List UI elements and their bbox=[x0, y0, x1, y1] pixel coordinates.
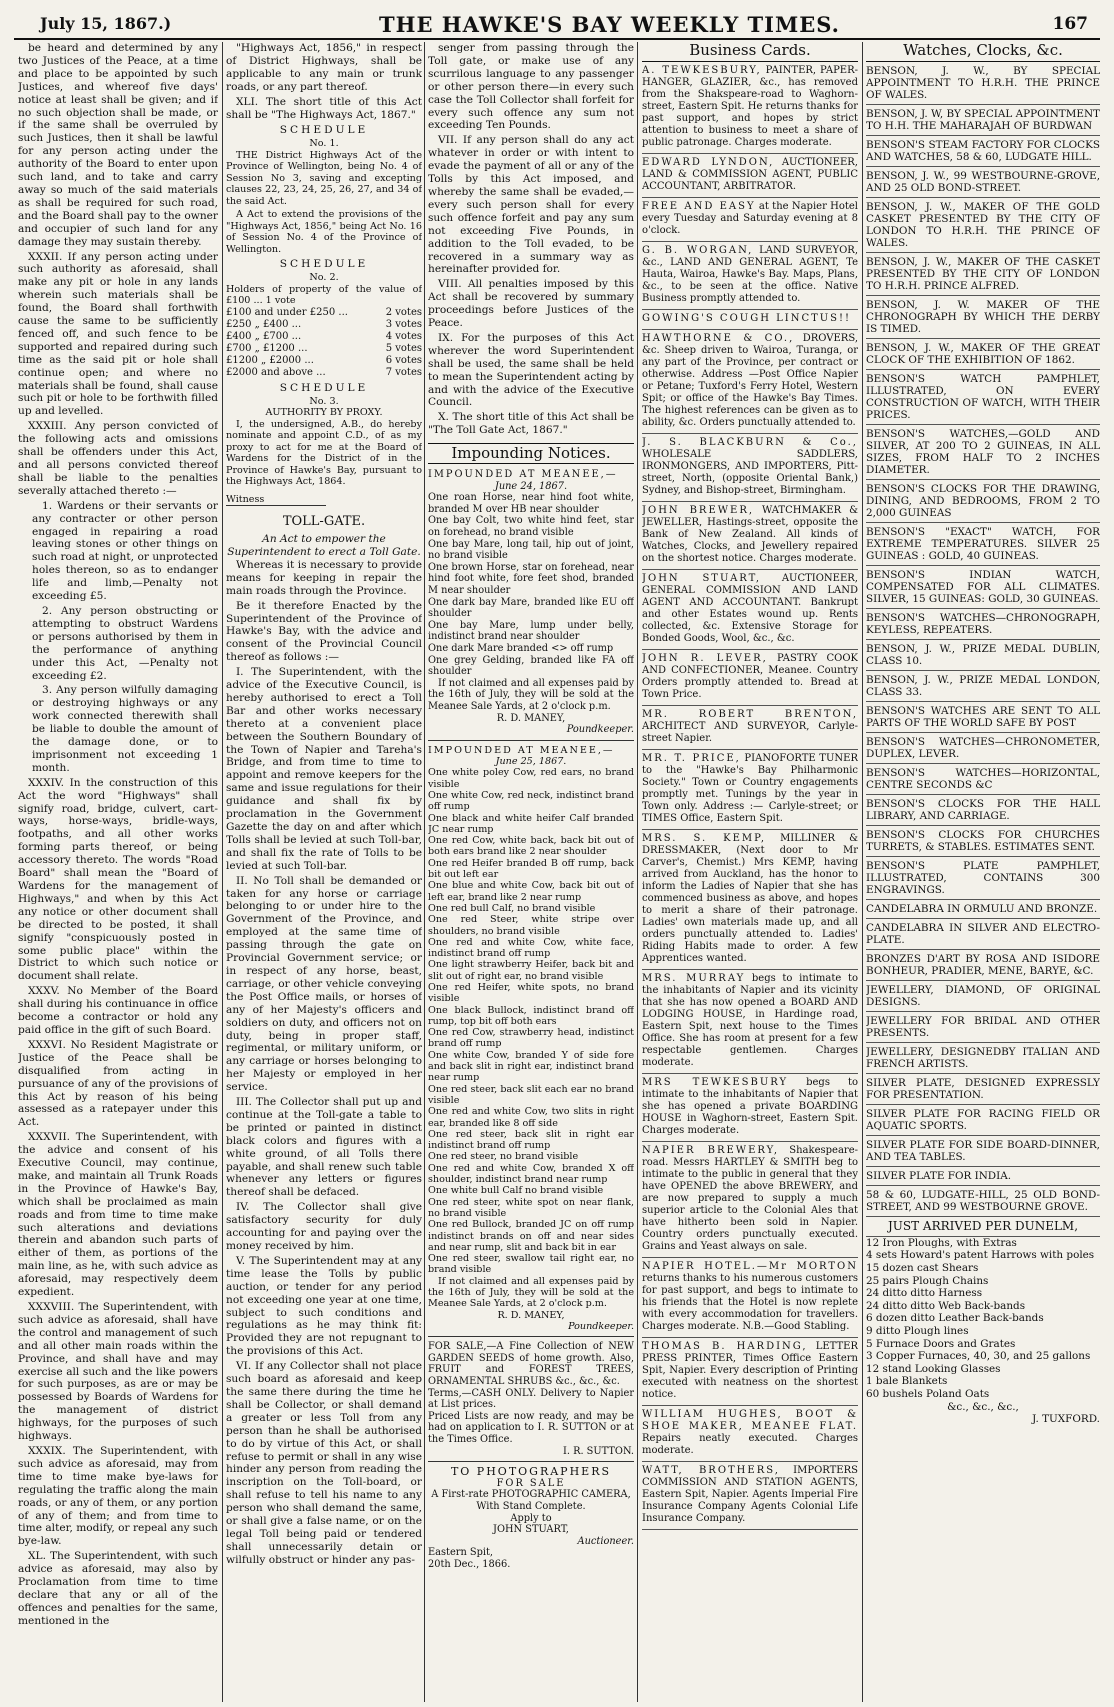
impound-notice bbox=[428, 745, 634, 1332]
page-number: 167 bbox=[1052, 14, 1088, 34]
ad-text: BENSON, J. W., PRIZE MEDAL DUBLIN, CLASS 10. bbox=[866, 642, 1100, 667]
goods-ad bbox=[866, 1074, 1100, 1105]
notice-title: IMPOUNDED AT MEANEE,— bbox=[428, 744, 615, 756]
benson-ad bbox=[866, 339, 1100, 370]
paragraph: IX. For the purposes of this Act wherever the word Superintendent shall be used, the same shall be held to mean the Superintendent acting by and with the advice of the Executive Council. bbox=[428, 331, 634, 409]
ad-text: BENSON, J. W., MAKER OF THE GOLD CASKET PRESENTED BY THE CITY OF LONDON TO H.R.H. THE PRINCE OF WALES. bbox=[866, 200, 1100, 249]
notice-role: Poundkeeper. bbox=[568, 1320, 634, 1332]
card-name: FREE AND EASY bbox=[642, 200, 756, 212]
ad-text: BENSON, J. W., PRIZE MEDAL LONDON, CLASS 33. bbox=[866, 673, 1100, 698]
notice-date: June 24, 1867. bbox=[494, 480, 568, 492]
notice-item: One roan Horse, near hind foot white, branded M over HB near shoulder bbox=[428, 492, 634, 515]
schedule-text: THE District Highways Act of the Province of Wellington, being No. 4 of Session No 3, saving and excepting clauses 22, 23, 24, 25, 26, 27, and 34 of the said Act. bbox=[226, 149, 422, 207]
votes-range: £1200 „ £2000 ... bbox=[226, 354, 314, 366]
column-rule bbox=[222, 42, 223, 1702]
notice-item: One light strawberry Heifer, back bit and slit out of right ear, no brand visible bbox=[428, 959, 634, 982]
goods-ad bbox=[866, 919, 1100, 950]
benson-ad bbox=[866, 566, 1100, 609]
goods-ad bbox=[866, 1105, 1100, 1136]
arrival-heading: JUST ARRIVED PER DUNELM, bbox=[866, 1217, 1100, 1237]
card-name: J. S. BLACKBURN & Co., bbox=[642, 436, 858, 448]
paragraph: XL. The Superintendent, with such advice as aforesaid, may also by Proclamation from time to time declare that any or all of the offences and penalties for the same, mentioned in the bbox=[18, 1550, 218, 1627]
card-text: WHOLESALE SADDLERS, IRONMONGERS, AND IMPORTERS, Pitt-street, North, (opposite Oriental Bank,) Sydney, and Bishop-street, Birmingham. bbox=[642, 448, 858, 496]
notice-item: One red Cow, white back, back bit out of both ears brand like 2 near shoulder bbox=[428, 835, 634, 858]
impound-notice bbox=[428, 469, 634, 736]
benson-ad bbox=[866, 198, 1100, 253]
card-name: GOWING'S COUGH LINCTUS!! bbox=[642, 312, 852, 324]
card-name: MRS. MURRAY bbox=[642, 972, 746, 984]
ad-text: BENSON, J. W., 99 WESTBOURNE-GROVE, AND 25 OLD BOND-STREET. bbox=[866, 169, 1100, 194]
ad-signature: I. R. SUTTON. bbox=[562, 1445, 634, 1457]
card-text: at the Napier Hotel every Tuesday and Saturday evening at 8 o'clock. bbox=[642, 200, 858, 236]
ad-text: BENSON, J. W., BY SPECIAL APPOINTMENT TO H.R.H. THE PRINCE OF WALES. bbox=[866, 64, 1100, 101]
business-card bbox=[642, 570, 858, 650]
notice-item: One red steer, white spot on near flank, no brand visible bbox=[428, 1196, 634, 1219]
business-card bbox=[642, 434, 858, 502]
column-watches-clocks bbox=[866, 42, 1100, 1702]
list-item: 9 ditto Plough lines bbox=[866, 1324, 969, 1337]
list-item: 60 bushels Poland Oats bbox=[866, 1387, 990, 1400]
column-highways-act bbox=[18, 42, 218, 1702]
notice-item: One red steer, swallow tail right ear, no brand visible bbox=[428, 1253, 634, 1276]
votes-range: £700 „ £1200 ... bbox=[226, 342, 308, 354]
business-card bbox=[642, 242, 858, 310]
benson-ad bbox=[866, 702, 1100, 733]
notice-item: One red and white Cow, branded X off shoulder, indistinct brand near rump bbox=[428, 1162, 634, 1186]
schedule-title: SCHEDULE bbox=[279, 381, 369, 394]
votes-heading: Holders of property of the value of £100 ... 1 vote bbox=[226, 283, 422, 307]
notice-signature: R. D. MANEY, bbox=[497, 1309, 565, 1321]
paragraph-whereas: Whereas it is necessary to provide means for keeping in repair the main roads through the Province. bbox=[226, 558, 422, 597]
votes-count: 7 votes bbox=[385, 366, 422, 378]
ad-text: 58 & 60, LUDGATE-HILL, 25 OLD BOND-STREET, AND 99 WESTBOURNE GROVE. bbox=[866, 1188, 1100, 1213]
list-item: 3 Copper Furnaces, 40, 30, and 25 gallons bbox=[866, 1350, 1091, 1363]
card-text: ARCHITECT AND SURVEYOR, Carlyle-street Napier. bbox=[642, 720, 858, 744]
card-text: DROVERS, &c. Sheep driven to Wairoa, Turanga, or any part of the Province, per contract or otherwise. Address —Post Office Napier or Petane; Tuxford's Ferry Hotel, Western Spit; or office of the Hawke's Bay Times. The highest references can be given as to ability, &c. Orders punctually attended to. bbox=[642, 332, 858, 428]
card-name: WILLIAM HUGHES, BOOT & SHOE MAKER, MEANEE FLAT. bbox=[642, 1408, 858, 1432]
ad-text: BENSON'S WATCHES,—GOLD AND SILVER, AT 200 TO 2 GUINEAS, IN ALL SIZES, FROM HALF TO 2 INCHES DIAMETER. bbox=[866, 427, 1100, 476]
notice-item: One brown Horse, star on forehead, near hind foot white, fore feet shod, branded M near shoulder bbox=[428, 561, 634, 597]
section-title: Business Cards. bbox=[642, 42, 858, 62]
notice-item: One red Bullock, branded JC on off rump indistinct brands on off and near sides and near rump, slit and back bit in ear bbox=[428, 1219, 634, 1253]
benson-ad bbox=[866, 609, 1100, 640]
business-card bbox=[642, 310, 858, 330]
card-text: begs to intimate to the inhabitants of Napier that she has opened a private BOARDING HOUSE in Waghorn-street, Eastern Spit. Charges moderate. bbox=[642, 1076, 858, 1136]
card-name: A. TEWKESBURY, bbox=[642, 64, 762, 76]
votes-count: 5 votes bbox=[385, 342, 422, 354]
ad-subheading: FOR SALE bbox=[496, 1477, 566, 1489]
goods-list bbox=[866, 1237, 1100, 1426]
ad-text: BRONZES D'ART BY ROSA AND ISIDORE BONHEUR, PRADIER, MENE, BARYE, &C. bbox=[866, 952, 1100, 977]
list-item: 6 dozen ditto Leather Back-bands bbox=[866, 1312, 1044, 1325]
business-card bbox=[642, 750, 858, 830]
ad-text: BENSON'S CLOCKS FOR CHURCHES TURRETS, & STABLES. ESTIMATES SENT. bbox=[866, 828, 1100, 853]
benson-ad bbox=[866, 857, 1100, 900]
card-name: NAPIER HOTEL.—Mr MORTON bbox=[642, 1260, 858, 1272]
card-text: WATCHMAKER & JEWELLER, Hastings-street, opposite the Bank of New Zealand. All kinds of Watches, Clocks, and Jewellery repaired on the shortest notice. Charges moderate. bbox=[642, 504, 858, 564]
goods-ad bbox=[866, 1043, 1100, 1074]
benson-ad bbox=[866, 253, 1100, 296]
list-item: 12 Iron Ploughs, with Extras bbox=[866, 1236, 1017, 1249]
notice-item: One white Cow, branded Y of side fore and back slit in right ear, indistinct brand near rump bbox=[428, 1049, 634, 1084]
card-text: AUCTIONEER, GENERAL COMMISSION AND LAND AGENT AND ACCOUNTANT. Bankrupt and other Estates wound up. Rents collected, &c. Extensive Storage for Bonded Goods, Wool, &c., &c. bbox=[642, 572, 858, 644]
notice-item: One red Heifer branded B off rump, back bit out left ear bbox=[428, 857, 634, 881]
card-name: JOHN R. LEVER, bbox=[642, 652, 768, 664]
notice-footer: If not claimed and all expenses paid by the 16th of July, they will be sold at the Meanee Sale Yards, at 2 o'clock p.m. bbox=[428, 677, 634, 712]
list-etc: &c., &c., &c., bbox=[947, 1400, 1019, 1413]
benson-ad bbox=[866, 136, 1100, 167]
paragraph-enacted: Be it therefore Enacted by the Superintendent of the Province of Hawke's Bay, with the advice and consent of the Provincial Council thereof as follows :— bbox=[226, 599, 422, 664]
card-name: EDWARD LYNDON, bbox=[642, 156, 775, 168]
business-card bbox=[642, 970, 858, 1074]
paragraph: III. The Collector shall put up and continue at the Toll-gate a table to be printed or painted in distinct black colors and figures with a white ground, of all Tolls there payable, and shall renew such table whenever any letters or figures thereof shall be defaced. bbox=[226, 1096, 422, 1199]
ad-text: JEWELLERY, DESIGNEDBY ITALIAN AND FRENCH ARTISTS. bbox=[866, 1045, 1100, 1070]
ad-role: Auctioneer. bbox=[577, 1535, 634, 1547]
paragraph: VII. If any person shall do any act whatever in order or with intent to evade the payment of all or any of the Tolls by this Act imposed, and whereby the same shall be evaded,—every such person shall for every such offence forfeit and pay any sum not exceeding Five Pounds, in addition to the Toll evaded, to be recovered in a summary way as hereinafter provided for. bbox=[428, 134, 634, 276]
ad-text: BENSON, J. W. MAKER OF THE CHRONOGRAPH BY WHICH THE DERBY IS TIMED. bbox=[866, 298, 1100, 335]
ad-place: Eastern Spit, bbox=[428, 1547, 494, 1559]
goods-ad bbox=[866, 1136, 1100, 1167]
schedule-number: No. 2. bbox=[309, 272, 339, 284]
paragraph: VI. If any Collector shall not place such board as aforesaid and keep the same there during the time he shall be Collector, or shall demand a greater or less Toll from any person than he shall be authorised to do by virtue of this Act, or shall refuse to permit or shall in any wise hinder any person from reading the inscription on the Toll-board, or shall refuse to tell his name to any person who shall demand the same, or shall give a false name, or on the legal Toll being paid or tendered shall unnecessarily detain or wilfully obstruct or hinder any pas- bbox=[226, 1360, 422, 1566]
paragraph: XLI. The short title of this Act shall be "The Highways Act, 1867." bbox=[226, 95, 422, 121]
business-card bbox=[642, 706, 858, 750]
card-name: JOHN BREWER, bbox=[642, 504, 755, 516]
ad-text: A First-rate PHOTOGRAPHIC CAMERA, With Stand Complete. bbox=[431, 1489, 631, 1512]
notice-date: June 25, 1867. bbox=[495, 756, 567, 768]
masthead: THE HAWKE'S BAY WEEKLY TIMES. bbox=[379, 12, 840, 37]
votes-range: £250 „ £400 ... bbox=[226, 318, 302, 330]
ad-text: BENSON'S WATCH PAMPHLET, ILLUSTRATED, ON EVERY CONSTRUCTION OF WATCH, WITH THEIR PRICES. bbox=[866, 372, 1100, 421]
votes-table bbox=[226, 307, 422, 379]
notice-item: One white poley Cow, red ears, no brand visible bbox=[428, 767, 634, 790]
notice-signature: R. D. MANEY, bbox=[496, 712, 566, 724]
card-name: JOHN STUART, bbox=[642, 572, 762, 584]
tollgate-heading: TOLL-GATE. bbox=[282, 514, 366, 530]
ad-text: BENSON'S "EXACT" WATCH, FOR EXTREME TEMPERATURES. SILVER 25 GUINEAS : GOLD, 40 GUINEAS. bbox=[866, 525, 1100, 562]
ad-text: BENSON'S WATCHES—CHRONOGRAPH, KEYLESS, REPEATERS. bbox=[866, 611, 1100, 636]
list-item: 12 stand Looking Glasses bbox=[866, 1362, 1001, 1375]
ad-text: BENSON'S CLOCKS FOR THE HALL LIBRARY, AND CARRIAGE. bbox=[866, 797, 1100, 822]
paragraph: 2. Any person obstructing or attempting to obstruct Wardens or persons authorised by them in the performance of anything under this Act, —Penalty not exceeding £2. bbox=[32, 604, 218, 682]
goods-ad bbox=[866, 950, 1100, 981]
ad-text: SILVER PLATE, DESIGNED EXPRESSLY FOR PRESENTATION. bbox=[866, 1076, 1100, 1101]
list-item: 5 Furnace Doors and Grates bbox=[866, 1337, 1016, 1350]
notice-item: One bay Mare, lump under belly, indistinct brand near shoulder bbox=[428, 619, 634, 643]
ad-note: Priced Lists are now ready, and may be had on application to I. R. SUTTON or at the Times Office. bbox=[428, 1410, 634, 1445]
notice-item: One red Cow, strawberry head, indistinct brand off rump bbox=[428, 1027, 634, 1050]
column-rule bbox=[424, 42, 425, 1702]
ad-text: BENSON, J. W, BY SPECIAL APPOINTMENT TO H.H. THE MAHARAJAH OF BURDWAN bbox=[866, 107, 1100, 132]
ad-apply: Apply to bbox=[510, 1512, 552, 1524]
card-text: Repairs neatly executed. Charges moderate. bbox=[642, 1432, 858, 1456]
schedule-number: No. 3. bbox=[309, 395, 339, 407]
business-card bbox=[642, 154, 858, 198]
card-text: AUCTIONEER, LAND & COMMISSION AGENT, PUBLIC ACCOUNTANT, ARBITRATOR. bbox=[642, 156, 858, 192]
business-card bbox=[642, 1338, 858, 1406]
paragraph: XXXVII. The Superintendent, with the advice and consent of his Executive Council, may continue, make, and maintain all Trunk Roads in the Province of Hawke's Bay, which shall be proclaimed as main roads and from time to time make such alterations and deviations therein and abandon such parts of either of them, as portions of the main line, as he, with such advice as aforesaid, may respectively deem expedient. bbox=[18, 1131, 218, 1299]
photographers-ad bbox=[428, 1466, 634, 1570]
ad-text: BENSON'S PLATE PAMPHLET, ILLUSTRATED, CONTAINS 300 ENGRAVINGS. bbox=[866, 859, 1100, 896]
card-name: MR. T. PRICE, bbox=[642, 752, 741, 764]
paragraph: XXXV. No Member of the Board shall during his continuance in office become a contractor or hold any paid office in the gift of such Board. bbox=[18, 985, 218, 1036]
goods-ad bbox=[866, 1186, 1100, 1217]
card-name: MRS TEWKESBURY bbox=[642, 1076, 789, 1088]
ad-text: SILVER PLATE FOR RACING FIELD OR AQUATIC SPORTS. bbox=[866, 1107, 1100, 1132]
business-card bbox=[642, 330, 858, 434]
notice-footer: If not claimed and all expenses paid by the 16th of July, they will be sold at the Meanee Sale Yards, at 2 o'clock p.m. bbox=[428, 1275, 634, 1310]
business-card bbox=[642, 1142, 858, 1258]
benson-ad bbox=[866, 671, 1100, 702]
paragraph: X. The short title of this Act shall be "The Toll Gate Act, 1867." bbox=[428, 411, 634, 437]
notice-item: One red Heifer, white spots, no brand visible bbox=[428, 981, 634, 1005]
list-item: 1 bale Blankets bbox=[866, 1375, 948, 1388]
card-name: MRS. S. KEMP, bbox=[642, 832, 767, 844]
column-schedules-tollgate bbox=[226, 42, 422, 1702]
card-text: MILLINER & DRESSMAKER, (Next door to Mr Carver's, Chemist.) Mrs KEMP, having arrived from Auckland, has the honor to inform the Ladies of Napier that she has commenced business as above, and hopes to merit a share of their patronage. Ladies' own materials made up, and all orders punctually attended to. Ladies' Riding Habits made to order. A few Apprentices wanted. bbox=[642, 832, 858, 964]
ad-text: BENSON'S WATCHES—CHRONOMETER, DUPLEX, LEVER. bbox=[866, 735, 1100, 760]
business-card bbox=[642, 62, 858, 154]
benson-ad bbox=[866, 480, 1100, 523]
business-card bbox=[642, 1258, 858, 1338]
business-card bbox=[642, 650, 858, 706]
seed-sale-ad bbox=[428, 1341, 634, 1457]
card-name: NAPIER BREWERY, bbox=[642, 1144, 780, 1156]
ad-text: CANDELABRA IN SILVER AND ELECTRO-PLATE. bbox=[866, 921, 1100, 946]
paragraph: XXXIV. In the construction of this Act the word "Highways" shall signify road, bridge, culvert, cart-ways, horse-ways, bridle-ways, footpaths, and all other works forming parts thereof, or being accessory thereto. The words "Road Board" shall mean the "Board of Wardens for the management of Highways," and when by this Act any notice or other document shall be directed to be posted, it shall signify "conspicuously posted in some public place" within the District to which such notice or document shall relate. bbox=[18, 776, 218, 983]
notice-item: One dark bay Mare, branded like EU off shoulder bbox=[428, 596, 634, 620]
ad-text: JEWELLERY FOR BRIDAL AND OTHER PRESENTS. bbox=[866, 1014, 1100, 1039]
notice-item: One red and white Cow, white face, indistinct brand off rump bbox=[428, 936, 634, 960]
business-card bbox=[642, 1462, 858, 1530]
card-name: HAWTHORNE & CO., bbox=[642, 332, 795, 344]
column-rule bbox=[862, 42, 863, 1702]
card-text: PIANOFORTE TUNER to the "Hawke's Bay Philharmonic Society." Town or Country engagements promptly met. Tunings by the year in Town only. Address :— Carlyle-street; or TIMES Office, Eastern Spit. bbox=[642, 752, 858, 824]
witness-line: Witness bbox=[226, 494, 326, 507]
schedule-number: No. 1. bbox=[309, 138, 339, 150]
notice-item: One dark Mare branded <> off rump bbox=[428, 643, 614, 654]
column-impounding bbox=[428, 42, 634, 1702]
business-card bbox=[642, 1406, 858, 1462]
benson-ad bbox=[866, 795, 1100, 826]
paragraph: XXXIX. The Superintendent, with such advice as aforesaid, may from time to time make bye-laws for regulating the traffic along the main roads, or any of them, or any portion of any of them; and from time to time alter, modify, or repeal any such bye-law. bbox=[18, 1444, 218, 1548]
ad-text: FOR SALE,—A Fine Collection of NEW GARDEN SEEDS of home growth. Also, FRUIT and FOREST TREES, ORNAMENTAL SHRUBS &c., &c., &c. bbox=[428, 1341, 634, 1387]
votes-range: £100 and under £250 ... bbox=[226, 306, 348, 318]
ad-name: JOHN STUART, bbox=[493, 1524, 569, 1536]
goods-ad bbox=[866, 1167, 1100, 1186]
column-business-cards bbox=[642, 42, 858, 1702]
benson-ad bbox=[866, 296, 1100, 339]
benson-ad bbox=[866, 167, 1100, 198]
notice-item: One black and white heifer Calf branded JC near rump bbox=[428, 812, 634, 835]
benson-ad bbox=[866, 640, 1100, 671]
benson-ad bbox=[866, 370, 1100, 425]
votes-count: 4 votes bbox=[385, 330, 422, 342]
benson-ad bbox=[866, 523, 1100, 566]
votes-count: 2 votes bbox=[385, 306, 422, 318]
notice-title: IMPOUNDED AT MEANEE,— bbox=[428, 469, 618, 481]
ad-text: BENSON, J. W., MAKER OF THE GREAT CLOCK OF THE EXHIBITION OF 1862. bbox=[866, 341, 1100, 366]
paragraph: VIII. All penalties imposed by this Act shall be recovered by summary proceedings before Justices of the Peace. bbox=[428, 278, 634, 330]
business-card bbox=[642, 502, 858, 570]
notice-item: One black Bullock, indistinct brand off rump, top bit off both ears bbox=[428, 1004, 634, 1027]
schedule-subtitle: AUTHORITY BY PROXY. bbox=[265, 407, 383, 419]
issue-date: July 15, 1867.) bbox=[40, 14, 172, 33]
list-item: 25 pairs Plough Chains bbox=[866, 1274, 989, 1287]
ad-text: BENSON'S WATCHES—HORIZONTAL, CENTRE SECONDS &C bbox=[866, 766, 1100, 791]
notice-item: One blue and white Cow, back bit out of left ear, brand like 2 near rump bbox=[428, 880, 634, 903]
schedule-title: SCHEDULE bbox=[279, 258, 369, 271]
card-name: MR. ROBERT BRENTON, bbox=[642, 708, 858, 720]
ad-text: CANDELABRA IN ORMULU AND BRONZE. bbox=[866, 902, 1098, 915]
paragraph: 3. Any person wilfully damaging or destroying highways or any work connected therewith shall be liable to double the amount of the damage done, or to imprisonment not exceeding 1 month. bbox=[32, 684, 218, 774]
notice-item: One white Cow, red neck, indistinct brand off rump bbox=[428, 789, 634, 813]
card-text: returns thanks to his numerous customers for past support, and begs to intimate to his friends that the Hotel is now replete with every accommodation for travellers. Charges moderate. N.B.—Good Stabling. bbox=[642, 1272, 858, 1332]
benson-ad bbox=[866, 62, 1100, 105]
notice-item: One white bull Calf no brand visible bbox=[428, 1185, 604, 1197]
notice-item: One red steer, back slit in right ear indistinct brand off rump bbox=[428, 1128, 634, 1152]
ad-text: BENSON'S WATCHES ARE SENT TO ALL PARTS OF THE WORLD SAFE BY POST bbox=[866, 704, 1100, 729]
goods-ad bbox=[866, 981, 1100, 1012]
card-text: begs to intimate to the inhabitants of Napier and its vicinity that she has now opened a BOARD AND LODGING HOUSE, in Hardinge road, Eastern Spit, next house to the Times Office. She has room at present for a few respectable gentlemen. Charges moderate. bbox=[642, 972, 858, 1068]
goods-ad bbox=[866, 900, 1100, 919]
card-name: THOMAS B. HARDING, bbox=[642, 1340, 808, 1352]
notice-role: Poundkeeper. bbox=[566, 724, 634, 736]
paragraph: XXXII. If any person acting under such authority as aforesaid, shall make any pit or hole in any lands wherein such materials shall be found, the Board shall forthwith cause the same to be sufficiently fenced off, and such fence to be supported and repaired during such time as the said pit or hole shall continue open; and where no materials shall be found, shall cause such pit or hole to be forthwith filled up and levelled. bbox=[18, 250, 218, 418]
card-text: PAINTER, PAPER-HANGER, GLAZIER, &c., has removed from the Shakspeare-road to Waghorn-street, Eastern Spit. He returns thanks for past support, and hopes by strict attention to business to meet a share of public patronage. Charges moderate. bbox=[642, 64, 858, 148]
ad-text: JEWELLERY, DIAMOND, OF ORIGINAL DESIGNS. bbox=[866, 983, 1100, 1008]
schedule-title: SCHEDULE bbox=[279, 124, 369, 137]
ad-text: BENSON'S CLOCKS FOR THE DRAWING, DINING, AND BEDROOMS, FROM 2 TO 2,000 GUINEAS bbox=[866, 482, 1100, 519]
paragraph: V. The Superintendent may at any time lease the Tolls by public auction, or tender for any period not exceeding one year at one time, subject to such conditions and regulations as he may think fit: Provided they are not repugnant to the provisions of this Act. bbox=[226, 1254, 422, 1358]
card-text: LETTER PRESS PRINTER, Times Office Eastern Spit, Napier. Every description of Printing executed with neatness on the shortest notice. bbox=[642, 1340, 858, 1400]
paragraph: "Highways Act, 1856," in respect of District Highways, shall be applicable to any main or trunk roads, or any part thereof. bbox=[226, 42, 422, 93]
benson-ad bbox=[866, 733, 1100, 764]
ad-text: BENSON'S INDIAN WATCH, COMPENSATED FOR ALL CLIMATES. SILVER, 15 GUINEAS: GOLD, 30 GUINEAS. bbox=[866, 568, 1100, 605]
list-item: 4 sets Howard's patent Harrows with poles bbox=[866, 1249, 1095, 1262]
ad-heading: TO PHOTOGRAPHERS bbox=[450, 1465, 612, 1479]
ad-terms: Terms,—CASH ONLY. Delivery to Napier at List prices. bbox=[428, 1387, 634, 1411]
paragraph: XXXVIII. The Superintendent, with such advice as aforesaid, shall have the control and management of such and all other main roads within the Province, and shall have and may exercise all such and the like powers for such purposes, as are or may be possessed by Boards of Wardens for the management of district highways, for the purposes of such highways. bbox=[18, 1301, 218, 1443]
goods-ad bbox=[866, 1012, 1100, 1043]
paragraph: 1. Wardens or their servants or any contracter or other person engaged in repairing a road leaving stones or other things on such road at night, or unprotected holes thereon, so as to endanger life and limb,—Penalty not exceeding £5. bbox=[32, 499, 218, 603]
notice-item: One bay Mare, long tail, hip out of joint, no brand visible bbox=[428, 538, 634, 562]
votes-range: £2000 and above ... bbox=[226, 366, 326, 378]
notice-item: One red steer, back slit each ear no brand visible bbox=[428, 1083, 634, 1106]
notice-item: One red Steer, white stripe over shoulders, no brand visible bbox=[428, 914, 634, 937]
benson-ad bbox=[866, 105, 1100, 136]
ad-date: 20th Dec., 1866. bbox=[428, 1558, 511, 1570]
list-item: 24 ditto ditto Web Back-bands bbox=[866, 1299, 1026, 1312]
paragraph: be heard and determined by any two Justices of the Peace, at a time and place to be appointed by such Justices, and whereof five days' notice at least shall be given; and if no such objection shall be made, or if the same shall be overruled by such Justices, then it shall be lawful for any person acting under the authority of the Board to enter upon such land, and to take and carry away so much of the said materials as shall be required for such road, and the Board shall pay to the owner and occupier of such land for any damage they may sustain thereby. bbox=[18, 42, 218, 248]
business-card bbox=[642, 830, 858, 970]
card-name: WATT, BROTHERS, bbox=[642, 1464, 780, 1476]
card-text: Shakespeare-road. Messrs HARTLEY & SMITH beg to intimate to the public in general that they have OPENED the above BREWERY, and are now prepared to supply a much superior article to the Colonial Ales that have hitherto been sold in Napier. Country orders punctually executed. Grains and Yeast always on sale. bbox=[642, 1144, 858, 1252]
page-header bbox=[14, 8, 1100, 40]
schedule-text: I, the undersigned, A.B., do hereby nominate and appoint C.D., of as my proxy to act for me at the Board of Wardens for the District of in the Province of Hawke's Bay, pursuant to the Highways Act, 1864. bbox=[226, 418, 422, 488]
benson-ad bbox=[866, 425, 1100, 480]
card-text: IMPORTERS COMMISSION AND STATION AGENTS, Eastern Spit, Napier. Agents Imperial Fire Insurance Company Agents Colonial Life Insurance Company. bbox=[642, 1464, 858, 1524]
notice-item: One red and white Cow, two slits in right ear, branded like 8 off side bbox=[428, 1106, 634, 1129]
section-title: Watches, Clocks, &c. bbox=[866, 42, 1100, 62]
paragraph: I. The Superintendent, with the advice of the Executive Council, is hereby authorised to erect a Toll Bar and other works necessary thereto at a convenient place between the Southern Boundary of the Town of Napier and Tareha's Bridge, and from time to time to appoint and remove keepers for the same and issue regulations for their guidance and shall fix by proclamation in the Government Gazette the day on and after which Tolls shall be levied at such Toll-bar, and shall fix the rate of Tolls to be levied at such Toll-bar. bbox=[226, 666, 422, 872]
votes-count: 6 votes bbox=[385, 354, 422, 366]
notice-item: One bay Colt, two white hind feet, star on forehead, no brand visible bbox=[428, 515, 634, 539]
paragraph: XXXIII. Any person convicted of the following acts and omissions shall be offenders under this Act, and all persons convicted thereof shall be liable to the penalties severally attached thereto :— bbox=[18, 420, 218, 497]
paragraph: senger from passing through the Toll gate, or make use of any scurrilous language to any passenger or other person there—in every such case the Toll Collector shall forfeit for every such offence any sum not exceeding Ten Pounds. bbox=[428, 42, 634, 132]
card-name: G. B. WORGAN, bbox=[642, 244, 754, 256]
ad-text: BENSON'S STEAM FACTORY FOR CLOCKS AND WATCHES, 58 & 60, LUDGATE HILL. bbox=[866, 138, 1100, 163]
notice-item: One red bull Calf, no brand visible bbox=[428, 902, 596, 914]
notice-item: One grey Gelding, branded like FA off shoulder bbox=[428, 654, 634, 678]
paragraph: II. No Toll shall be demanded or taken for any horse or carriage belonging to or under hire to the Government of the Province, and employed at the same time of passing through the gate on Provincial Government service; or in respect of any horse, beast, carriage, or other vehicle conveying the Post Office mails, or horses of any of her Majesty's officers and soldiers on duty, and officers not on duty, being in proper staff, regimental, or military uniform, or any carriage or horses belonging to her Majesty or employed in her service. bbox=[226, 874, 422, 1094]
card-text: PASTRY COOK AND CONFECTIONER, Meanee. Country Orders promptly attended to. Bread at Town Price. bbox=[642, 652, 858, 700]
list-item: 24 ditto ditto Harness bbox=[866, 1287, 983, 1300]
business-card bbox=[642, 1074, 858, 1142]
benson-ad bbox=[866, 764, 1100, 795]
paragraph: XXXVI. No Resident Magistrate or Justice of the Peace shall be disqualified from acting in pursuance of any of the provisions of this Act by reason of his being assessed as a ratepayer under this Act. bbox=[18, 1038, 218, 1129]
votes-count: 3 votes bbox=[385, 318, 422, 330]
votes-range: £400 „ £700 ... bbox=[226, 330, 302, 342]
impounding-heading: Impounding Notices. bbox=[428, 443, 634, 464]
card-text: LAND SURVEYOR, &c., LAND AND GENERAL AGENT, Te Hauta, Wairoa, Hawke's Bay. Maps, Plans, &c., to be seen at the office. Native Business promptly attended to. bbox=[642, 244, 858, 304]
business-card bbox=[642, 198, 858, 242]
ad-text: BENSON, J. W., MAKER OF THE CASKET PRESENTED BY THE CITY OF LONDON TO H.R.H. PRINCE ALFRED. bbox=[866, 255, 1100, 292]
column-rule bbox=[637, 42, 638, 1702]
schedule-text: A Act to extend the provisions of the "Highways Act, 1856," being Act No. 16 of Session No. 4 of the Province of Wellington. bbox=[226, 209, 422, 255]
act-title: An Act to empower the Superintendent to erect a Toll Gate. bbox=[227, 533, 421, 558]
benson-ad bbox=[866, 826, 1100, 857]
ad-text: SILVER PLATE FOR INDIA. bbox=[866, 1169, 1012, 1182]
list-item: 15 dozen cast Shears bbox=[866, 1262, 979, 1274]
ad-signature: J. TUXFORD. bbox=[1032, 1413, 1100, 1426]
paragraph: IV. The Collector shall give satisfactory security for duly accounting for and paying over the money received by him. bbox=[226, 1201, 422, 1252]
ad-text: SILVER PLATE FOR SIDE BOARD-DINNER, AND TEA TABLES. bbox=[866, 1138, 1100, 1163]
notice-item: One red steer, no brand visible bbox=[428, 1151, 579, 1163]
